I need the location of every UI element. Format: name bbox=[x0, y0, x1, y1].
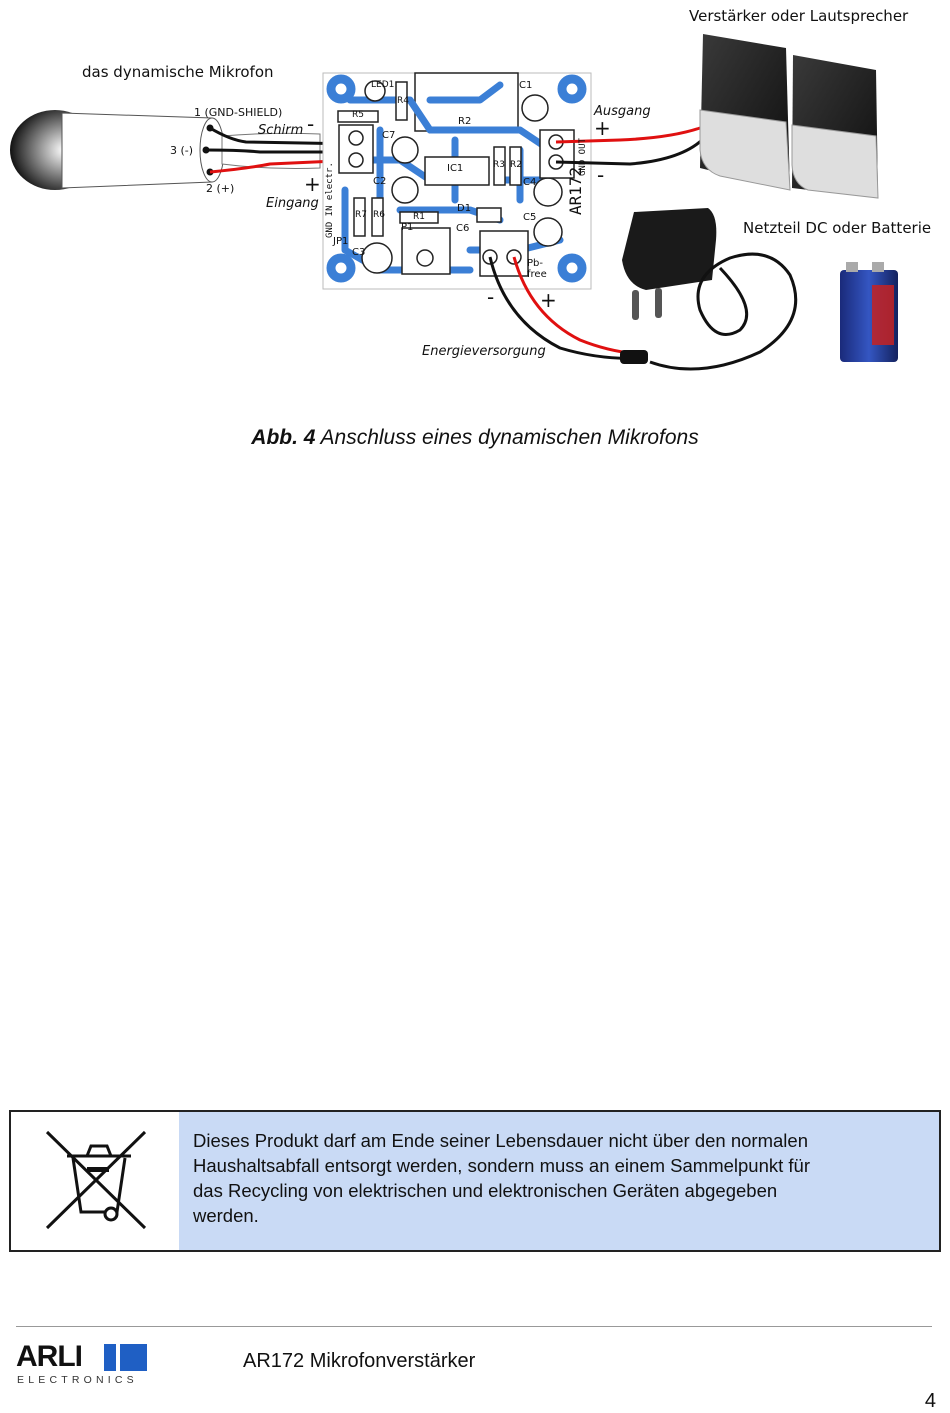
part-r3: R3 bbox=[493, 160, 505, 170]
power-plus-label: + bbox=[540, 288, 557, 312]
part-c7: C7 bbox=[382, 130, 396, 141]
logo-main-text: ARLI bbox=[16, 1340, 82, 1373]
board-gnd-out: GND OUT bbox=[578, 138, 588, 176]
mic-label: das dynamische Mikrofon bbox=[82, 63, 274, 81]
part-c5: C5 bbox=[523, 212, 537, 223]
part-p1: P1 bbox=[401, 222, 414, 233]
pin2-label: 2 (+) bbox=[206, 182, 235, 195]
schirm-label: Schirm bbox=[258, 123, 304, 138]
part-c3: C3 bbox=[352, 247, 366, 258]
caption-text: Anschluss eines dynamischen Mikrofons bbox=[320, 426, 699, 449]
input-minus-label: - bbox=[307, 112, 315, 136]
psu-label: Netzteil DC oder Batterie bbox=[743, 219, 932, 237]
battery-9v bbox=[840, 262, 898, 362]
crossed-bin-icon bbox=[11, 1112, 179, 1250]
weee-text-cell bbox=[179, 1112, 939, 1250]
part-r7: R7 bbox=[355, 210, 367, 220]
part-led1: LED1 bbox=[371, 80, 395, 90]
part-c2: C2 bbox=[373, 176, 387, 187]
logo-sub-text: ELECTRONICS bbox=[17, 1374, 138, 1386]
pin1-label: 1 (GND-SHIELD) bbox=[194, 106, 283, 119]
pin3-label: 3 (-) bbox=[170, 144, 194, 157]
part-r1: R1 bbox=[413, 212, 425, 222]
part-jp1: JP1 bbox=[333, 236, 349, 247]
connection-diagram bbox=[0, 0, 950, 400]
part-r2-top: R2 bbox=[458, 116, 472, 127]
part-c4: C4 bbox=[523, 177, 537, 188]
part-r2-right: R2 bbox=[510, 160, 522, 170]
board-mark: GND IN electr. bbox=[325, 162, 335, 238]
caption-prefix: Abb. 4 bbox=[251, 426, 316, 449]
output-plus-label: + bbox=[594, 116, 611, 140]
part-r5: R5 bbox=[352, 110, 364, 120]
input-plus-label: + bbox=[304, 172, 321, 196]
power-minus-label: - bbox=[487, 285, 495, 309]
part-r4: R4 bbox=[397, 96, 409, 106]
amp-label: Verstärker oder Lautsprecher bbox=[689, 7, 909, 25]
part-c6: C6 bbox=[456, 223, 470, 234]
footer-title: AR172 Mikrofonverstärker bbox=[243, 1350, 476, 1372]
pb-free-label: Pb-free bbox=[527, 258, 547, 280]
part-c1: C1 bbox=[519, 80, 533, 91]
part-r6: R6 bbox=[373, 210, 385, 220]
speakers bbox=[700, 34, 878, 198]
part-ic1: IC1 bbox=[447, 163, 464, 174]
arli-logo bbox=[16, 1341, 148, 1387]
output-minus-label: - bbox=[597, 163, 605, 187]
board-name: AR172 bbox=[566, 166, 585, 215]
page-number: 4 bbox=[924, 1390, 936, 1412]
energie-label: Energieversorgung bbox=[422, 344, 546, 359]
microphone bbox=[10, 110, 320, 190]
weee-text: Dieses Produkt darf am Ende seiner Lebensdauer nicht über den normalen Haushaltsabfall entsorgt werden, sondern muss an einem Sammelpunkt für das Recycling von elektrischen und elektronischen Geräten abgegeben werden. bbox=[193, 1130, 810, 1226]
logo-bar-1 bbox=[104, 1344, 116, 1371]
footer-divider bbox=[16, 1326, 932, 1327]
eingang-label: Eingang bbox=[266, 196, 319, 211]
weee-notice bbox=[9, 1110, 941, 1252]
part-d1: D1 bbox=[457, 203, 472, 214]
figure-caption bbox=[0, 426, 950, 450]
logo-bar-2 bbox=[120, 1344, 147, 1371]
diagram-graphics bbox=[0, 0, 950, 400]
ausgang-label: Ausgang bbox=[594, 104, 651, 119]
weee-icon-cell bbox=[11, 1112, 179, 1250]
